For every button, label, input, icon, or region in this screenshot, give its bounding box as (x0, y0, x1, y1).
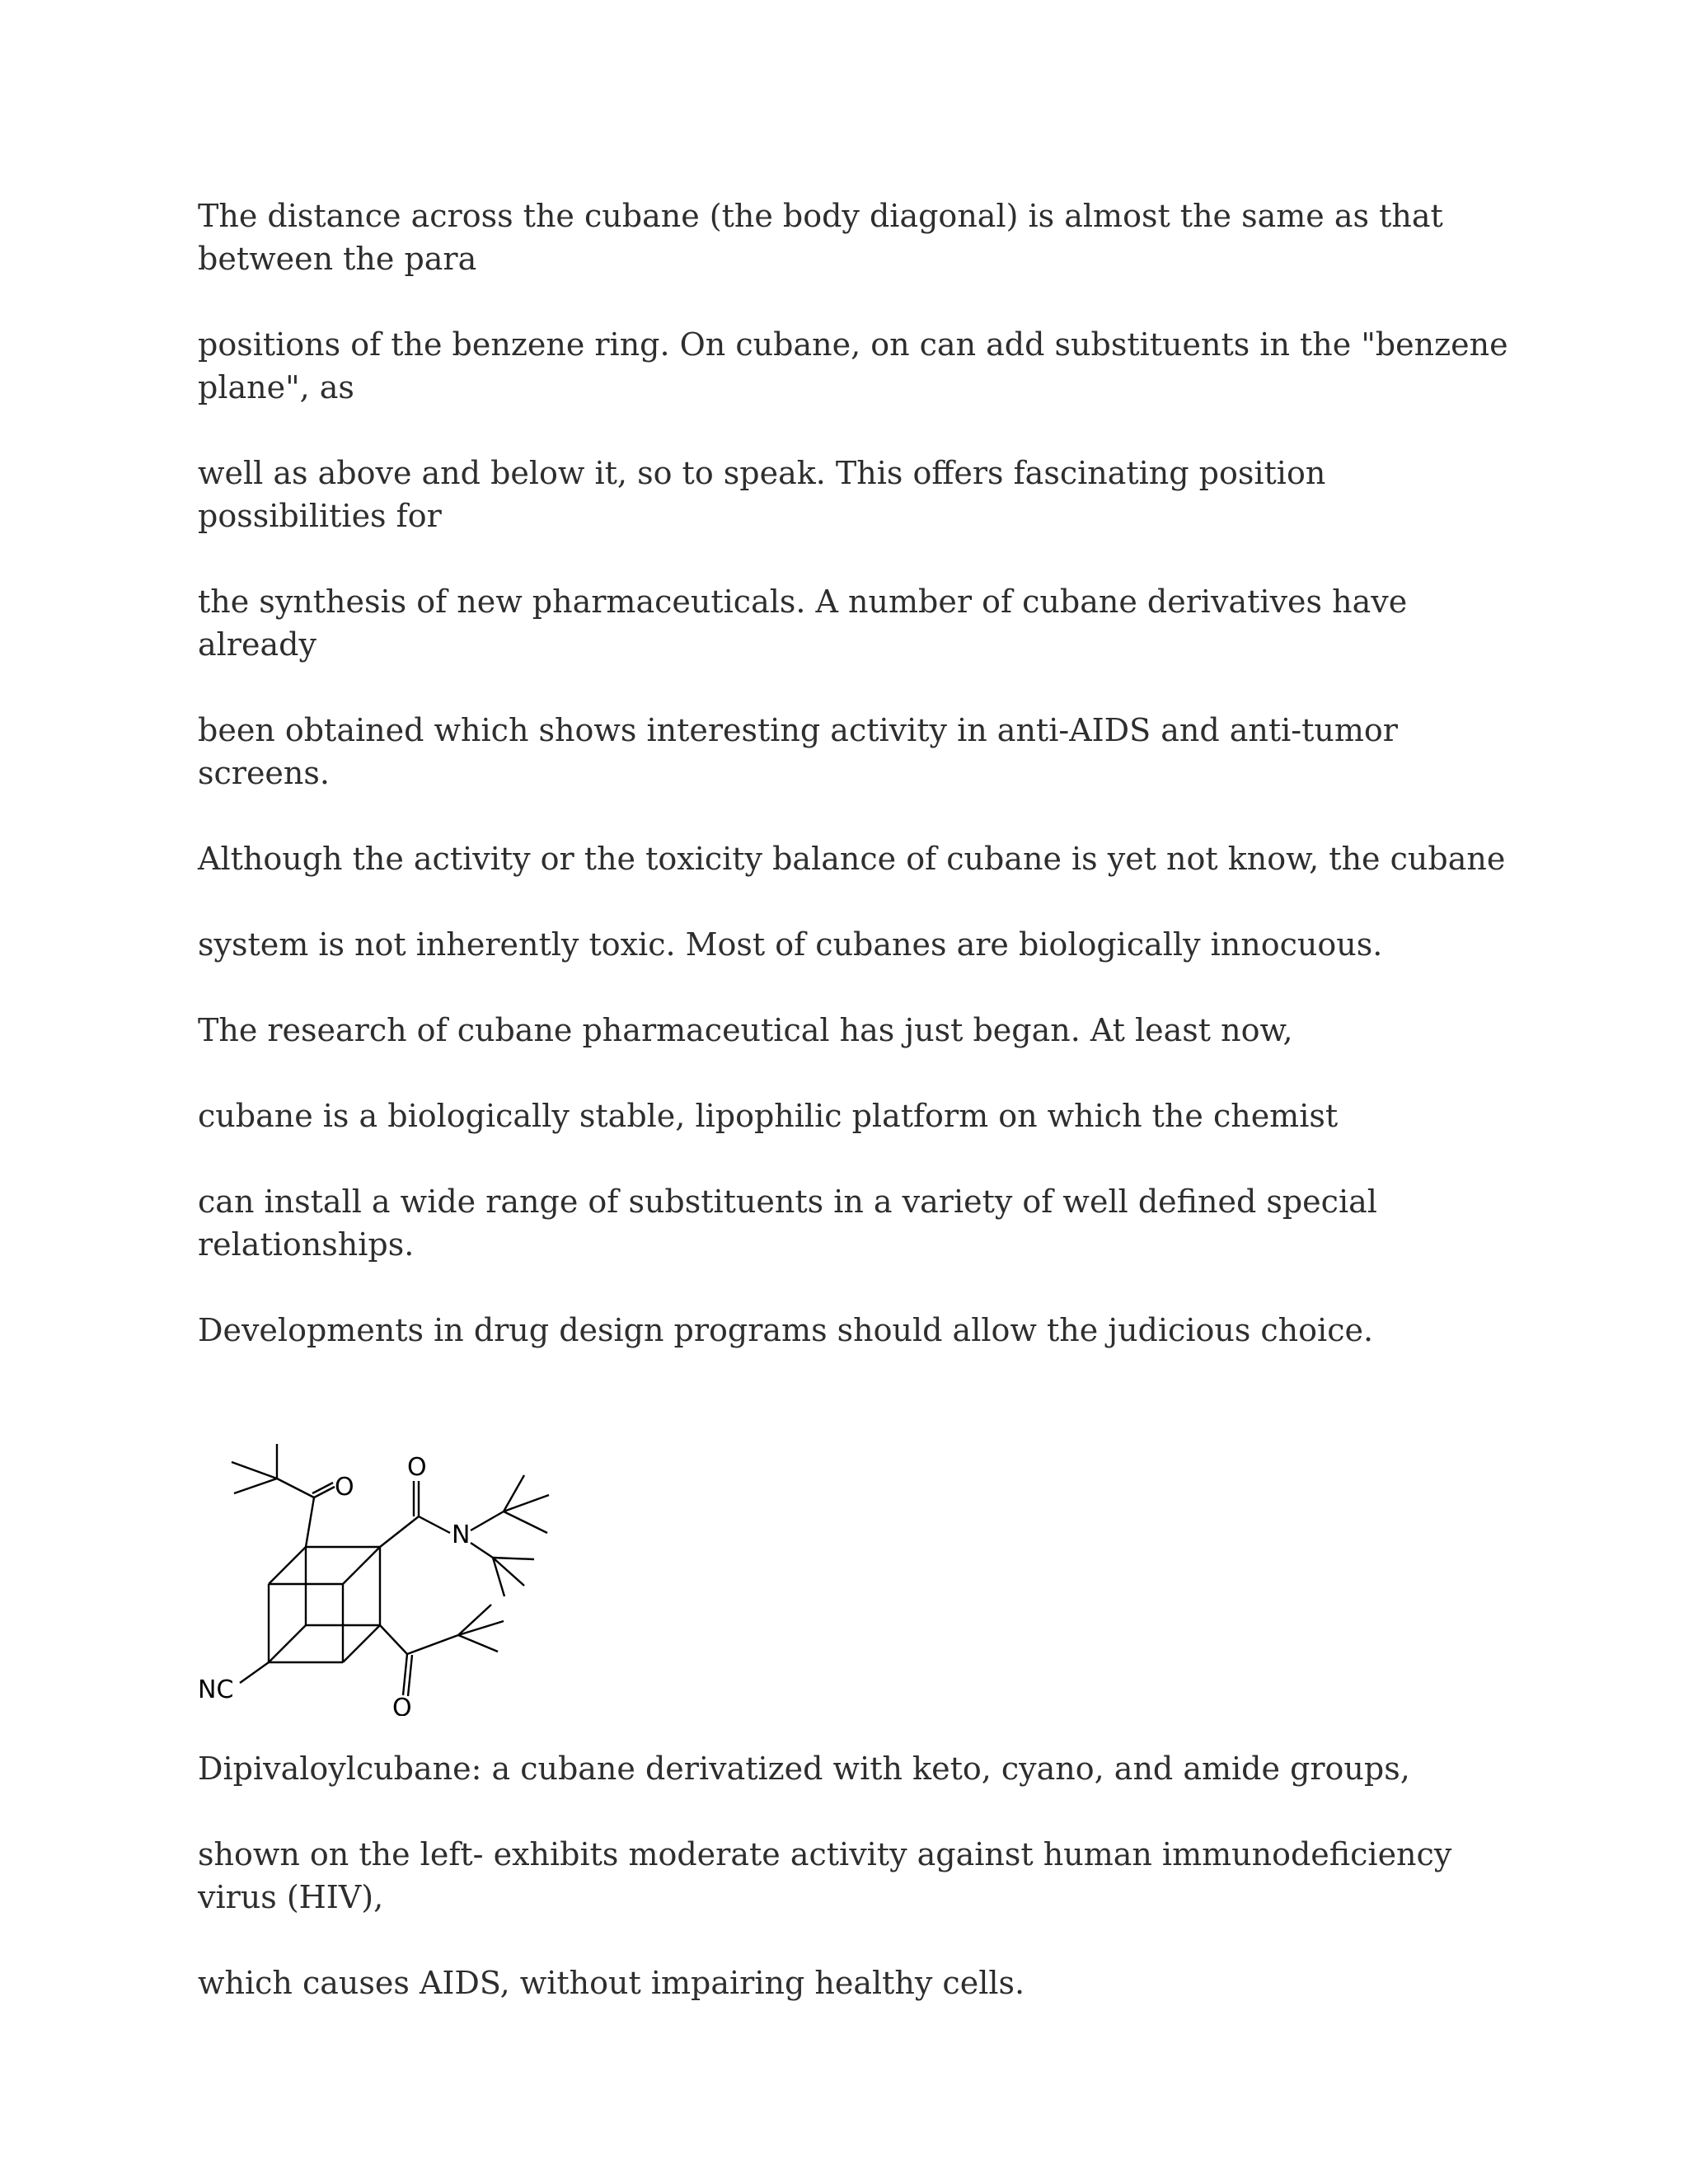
dipivaloylcubane-structure (195, 1436, 574, 1716)
bond (234, 1479, 277, 1493)
body-paragraph-10: can install a wide range of substituents in a variety of well defined special relationships. (198, 1183, 1377, 1263)
bond (380, 1516, 419, 1547)
body-paragraph-4: the synthesis of new pharmaceuticals. A number of cubane derivatives have already (198, 583, 1408, 663)
bond (493, 1558, 534, 1559)
caption-paragraph-1: Dipivaloylcubane: a cubane derivatized with keto, cyano, and amide groups, (198, 1750, 1410, 1787)
body-paragraph-11: Developments in drug design programs should allow the judicious choice. (198, 1312, 1374, 1348)
atom-label-oxygen: O (335, 1473, 354, 1502)
bond (269, 1547, 306, 1584)
body-paragraph-3: well as above and below it, so to speak. This offers fascinating position possibilities for (198, 455, 1326, 534)
bond (471, 1543, 493, 1558)
bond (306, 1497, 314, 1547)
body-paragraph-6: Although the activity or the toxicity balance of cubane is yet not know, the cubane (198, 841, 1506, 877)
bond (419, 1516, 450, 1533)
document-page (198, 194, 1508, 2047)
bond (240, 1662, 269, 1683)
bond (232, 1462, 277, 1479)
bond (407, 1635, 458, 1654)
atom-label-oxygen: O (392, 1694, 412, 1716)
bond (312, 1483, 333, 1493)
bond (458, 1635, 498, 1652)
caption-paragraph-2: shown on the left- exhibits moderate activity against human immunodeficiency virus (HIV), (198, 1836, 1452, 1915)
bond (471, 1511, 504, 1530)
caption-paragraph-3: which causes AIDS, without impairing healthy cells. (198, 1965, 1025, 2001)
atom-label-oxygen: O (407, 1453, 427, 1482)
bond (403, 1654, 407, 1695)
body-paragraph-5: been obtained which shows interesting activity in anti-AIDS and anti-tumor screens. (198, 712, 1398, 791)
bond (504, 1495, 549, 1511)
bond (314, 1487, 335, 1497)
bond (269, 1625, 306, 1662)
bond (408, 1655, 412, 1696)
bond (504, 1511, 547, 1533)
atom-label-cyano: NC (198, 1675, 234, 1704)
bond (380, 1625, 407, 1654)
bond (277, 1479, 314, 1497)
body-paragraph-9: cubane is a biologically stable, lipophilic platform on which the chemist (198, 1098, 1339, 1134)
body-paragraph-2: positions of the benzene ring. On cubane, on can add substituents in the "benzene plane", as (198, 326, 1508, 405)
bond (343, 1625, 380, 1662)
body-paragraph-7: system is not inherently toxic. Most of cubanes are biologically innocuous. (198, 926, 1383, 963)
body-paragraph-8: The research of cubane pharmaceutical has just began. At least now, (198, 1012, 1293, 1048)
atom-label-nitrogen: N (452, 1521, 471, 1549)
bond (343, 1547, 380, 1584)
body-paragraph-1: The distance across the cubane (the body diagonal) is almost the same as that between the para (198, 198, 1443, 277)
